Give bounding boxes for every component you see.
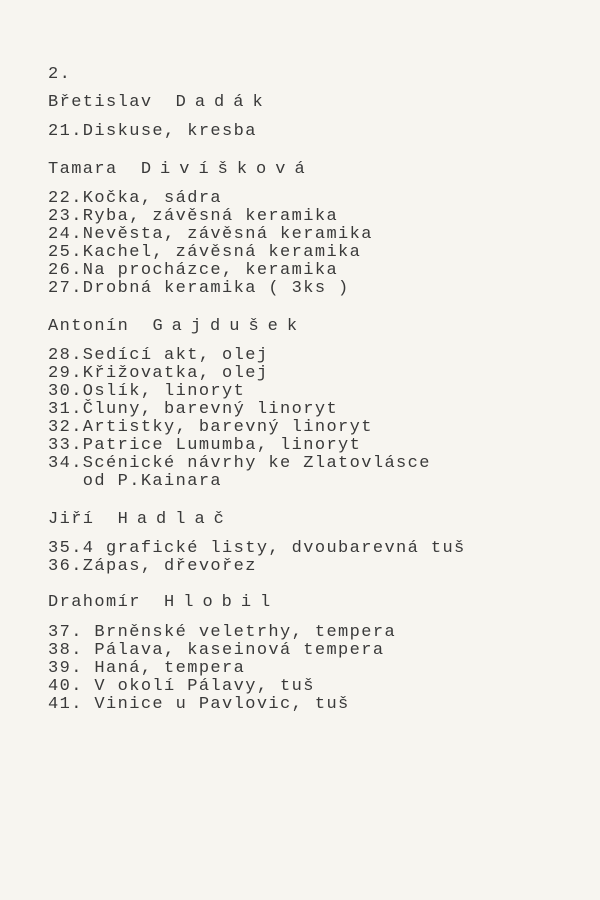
artist-last-name: Divíšková [140, 160, 314, 179]
work-item: 39. Haná, tempera [48, 659, 246, 678]
work-item: 26.Na procházce, keramika [48, 261, 339, 280]
artist-last-name: Gajdušek [152, 317, 307, 336]
work-item: 35.4 grafické listy, dvoubarevná tuš [48, 539, 466, 558]
artist-last-name: Hlobil [164, 593, 280, 612]
artist-first-name: Tamara [48, 160, 118, 179]
page-number: 2. [48, 65, 72, 84]
artist-heading [48, 318, 306, 336]
work-item: 27.Drobná keramika ( 3ks ) [48, 279, 350, 298]
artist-first-name: Antonín [48, 317, 130, 336]
work-item: 33.Patrice Lumumba, linoryt [48, 436, 362, 455]
work-item: 32.Artistky, barevný linoryt [48, 418, 373, 437]
work-item: 28.Sedící akt, olej [48, 346, 269, 365]
work-item: 34.Scénické návrhy ke Zlatovlásce [48, 454, 431, 473]
work-item: 40. V okolí Pálavy, tuš [48, 677, 315, 696]
work-item: 38. Pálava, kaseinová tempera [48, 641, 385, 660]
work-item: 22.Kočka, sádra [48, 189, 223, 208]
work-item: 23.Ryba, závěsná keramika [48, 207, 339, 226]
work-item: 30.Oslík, linoryt [48, 382, 246, 401]
artist-first-name: Drahomír [48, 593, 141, 612]
artist-heading [48, 161, 314, 179]
work-item: 29.Křižovatka, olej [48, 364, 269, 383]
work-item: 31.Čluny, barevný linoryt [48, 400, 339, 419]
artist-last-name: Hadlač [117, 510, 233, 529]
artist-heading [48, 94, 272, 112]
work-item: 37. Brněnské veletrhy, tempera [48, 623, 397, 642]
work-item: 25.Kachel, závěsná keramika [48, 243, 362, 262]
artist-first-name: Jiří [48, 510, 95, 529]
work-item: 41. Vinice u Pavlovic, tuš [48, 695, 350, 714]
work-item: 24.Nevěsta, závěsná keramika [48, 225, 373, 244]
artist-heading [48, 594, 279, 612]
work-item: 36.Zápas, dřevořez [48, 557, 257, 576]
work-item-continuation: od P.Kainara [48, 472, 223, 491]
work-item: 21.Diskuse, kresba [48, 122, 257, 141]
artist-last-name: Dadák [175, 93, 272, 112]
artist-heading [48, 511, 233, 529]
artist-first-name: Břetislav [48, 93, 153, 112]
